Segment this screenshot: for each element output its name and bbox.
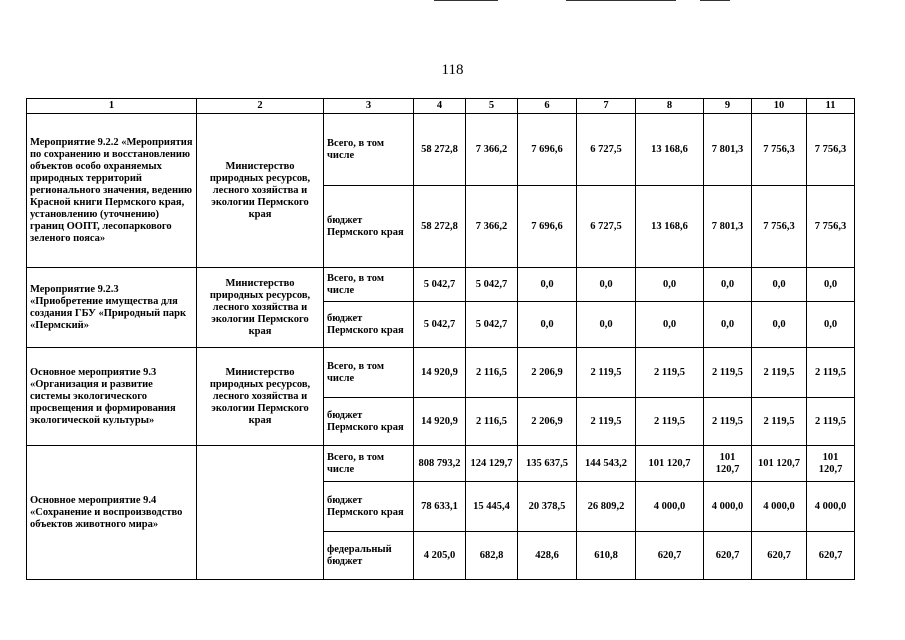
table-row [27,446,855,482]
page-number: 118 [441,62,464,78]
value-cell: 2 119,5 [636,348,704,398]
value-cell: 620,7 [636,532,704,580]
value-cell: 124 129,7 [466,446,518,482]
value-cell: 610,8 [577,532,636,580]
value-cell: 2 119,5 [577,398,636,446]
header-cell: 10 [752,99,807,114]
budget-table [26,98,855,580]
value-cell: 13 168,6 [636,186,704,268]
value-cell: 7 801,3 [704,114,752,186]
value-cell: 7 696,6 [518,114,577,186]
value-cell: 2 119,5 [636,398,704,446]
value-cell: 15 445,4 [466,482,518,532]
value-cell: 0,0 [577,268,636,302]
value-cell: 6 727,5 [577,114,636,186]
header-cell: 1 [27,99,197,114]
funding-source: бюджет Пермского края [324,302,414,348]
value-cell: 101 120,7 [704,446,752,482]
value-cell: 5 042,7 [466,268,518,302]
value-cell: 13 168,6 [636,114,704,186]
value-cell: 7 366,2 [466,186,518,268]
table-row [27,348,855,398]
value-cell: 2 206,9 [518,348,577,398]
value-cell: 0,0 [577,302,636,348]
value-cell: 20 378,5 [518,482,577,532]
value-cell: 0,0 [704,268,752,302]
funding-source: бюджет Пермского края [324,186,414,268]
value-cell: 6 727,5 [577,186,636,268]
value-cell: 7 756,3 [807,114,855,186]
funding-source: Всего, в том числе [324,348,414,398]
value-cell: 101 120,7 [752,446,807,482]
value-cell: 78 633,1 [414,482,466,532]
value-cell: 682,8 [466,532,518,580]
value-cell: 2 119,5 [807,398,855,446]
measure-name: Мероприятие 9.2.3 «Приобретение имущества для создания ГБУ «Природный парк «Пермский» [27,268,197,348]
value-cell: 0,0 [518,302,577,348]
value-cell: 0,0 [704,302,752,348]
value-cell: 0,0 [752,268,807,302]
value-cell: 2 206,9 [518,398,577,446]
value-cell: 4 000,0 [636,482,704,532]
value-cell: 4 205,0 [414,532,466,580]
value-cell: 620,7 [704,532,752,580]
header-cell: 3 [324,99,414,114]
value-cell: 7 366,2 [466,114,518,186]
table-row [27,268,855,302]
header-cell: 6 [518,99,577,114]
table-row [27,114,855,186]
value-cell: 101 120,7 [807,446,855,482]
value-cell: 428,6 [518,532,577,580]
executor-name [197,446,324,580]
value-cell: 0,0 [807,268,855,302]
value-cell: 4 000,0 [752,482,807,532]
value-cell: 0,0 [518,268,577,302]
header-cell: 4 [414,99,466,114]
value-cell: 0,0 [807,302,855,348]
funding-source: Всего, в том числе [324,114,414,186]
funding-source: бюджет Пермского края [324,482,414,532]
value-cell: 7 756,3 [752,186,807,268]
value-cell: 135 637,5 [518,446,577,482]
value-cell: 4 000,0 [807,482,855,532]
value-cell: 2 119,5 [704,398,752,446]
top-rule-1 [434,0,498,1]
value-cell: 2 119,5 [577,348,636,398]
value-cell: 7 801,3 [704,186,752,268]
value-cell: 2 119,5 [752,348,807,398]
value-cell: 2 119,5 [807,348,855,398]
header-cell: 5 [466,99,518,114]
value-cell: 144 543,2 [577,446,636,482]
executor-name: Министерство природных ресурсов, лесного хозяйства и экологии Пермского края [197,268,324,348]
value-cell: 58 272,8 [414,114,466,186]
value-cell: 26 809,2 [577,482,636,532]
header-cell: 9 [704,99,752,114]
value-cell: 14 920,9 [414,398,466,446]
value-cell: 101 120,7 [636,446,704,482]
value-cell: 0,0 [636,268,704,302]
header-cell: 2 [197,99,324,114]
value-cell: 2 119,5 [704,348,752,398]
measure-name: Основное мероприятие 9.4 «Сохранение и воспроизводство объектов животного мира» [27,446,197,580]
value-cell: 2 116,5 [466,348,518,398]
value-cell: 0,0 [636,302,704,348]
value-cell: 5 042,7 [466,302,518,348]
executor-name: Министерство природных ресурсов, лесного хозяйства и экологии Пермского края [197,114,324,268]
funding-source: бюджет Пермского края [324,398,414,446]
measure-name: Мероприятие 9.2.2 «Мероприятия по сохранению и восстановлению объектов особо охраняемых природных территорий регионального значения, ведению Красной книги Пермского края, установлению (уточнению) границ ООПТ, лесопаркового зеленого пояса» [27,114,197,268]
value-cell: 14 920,9 [414,348,466,398]
value-cell: 7 696,6 [518,186,577,268]
value-cell: 2 116,5 [466,398,518,446]
executor-name: Министерство природных ресурсов, лесного хозяйства и экологии Пермского края [197,348,324,446]
top-rule-3 [700,0,730,1]
top-rule-2 [566,0,676,1]
value-cell: 7 756,3 [752,114,807,186]
value-cell: 4 000,0 [704,482,752,532]
header-cell: 8 [636,99,704,114]
header-cell: 7 [577,99,636,114]
value-cell: 58 272,8 [414,186,466,268]
value-cell: 7 756,3 [807,186,855,268]
value-cell: 620,7 [752,532,807,580]
value-cell: 808 793,2 [414,446,466,482]
funding-source: федеральный бюджет [324,532,414,580]
funding-source: Всего, в том числе [324,268,414,302]
value-cell: 5 042,7 [414,302,466,348]
value-cell: 2 119,5 [752,398,807,446]
measure-name: Основное мероприятие 9.3 «Организация и развитие системы экологического просвещения и формирования экологической культуры» [27,348,197,446]
value-cell: 620,7 [807,532,855,580]
value-cell: 5 042,7 [414,268,466,302]
value-cell: 0,0 [752,302,807,348]
header-cell: 11 [807,99,855,114]
header-row [27,99,855,114]
funding-source: Всего, в том числе [324,446,414,482]
